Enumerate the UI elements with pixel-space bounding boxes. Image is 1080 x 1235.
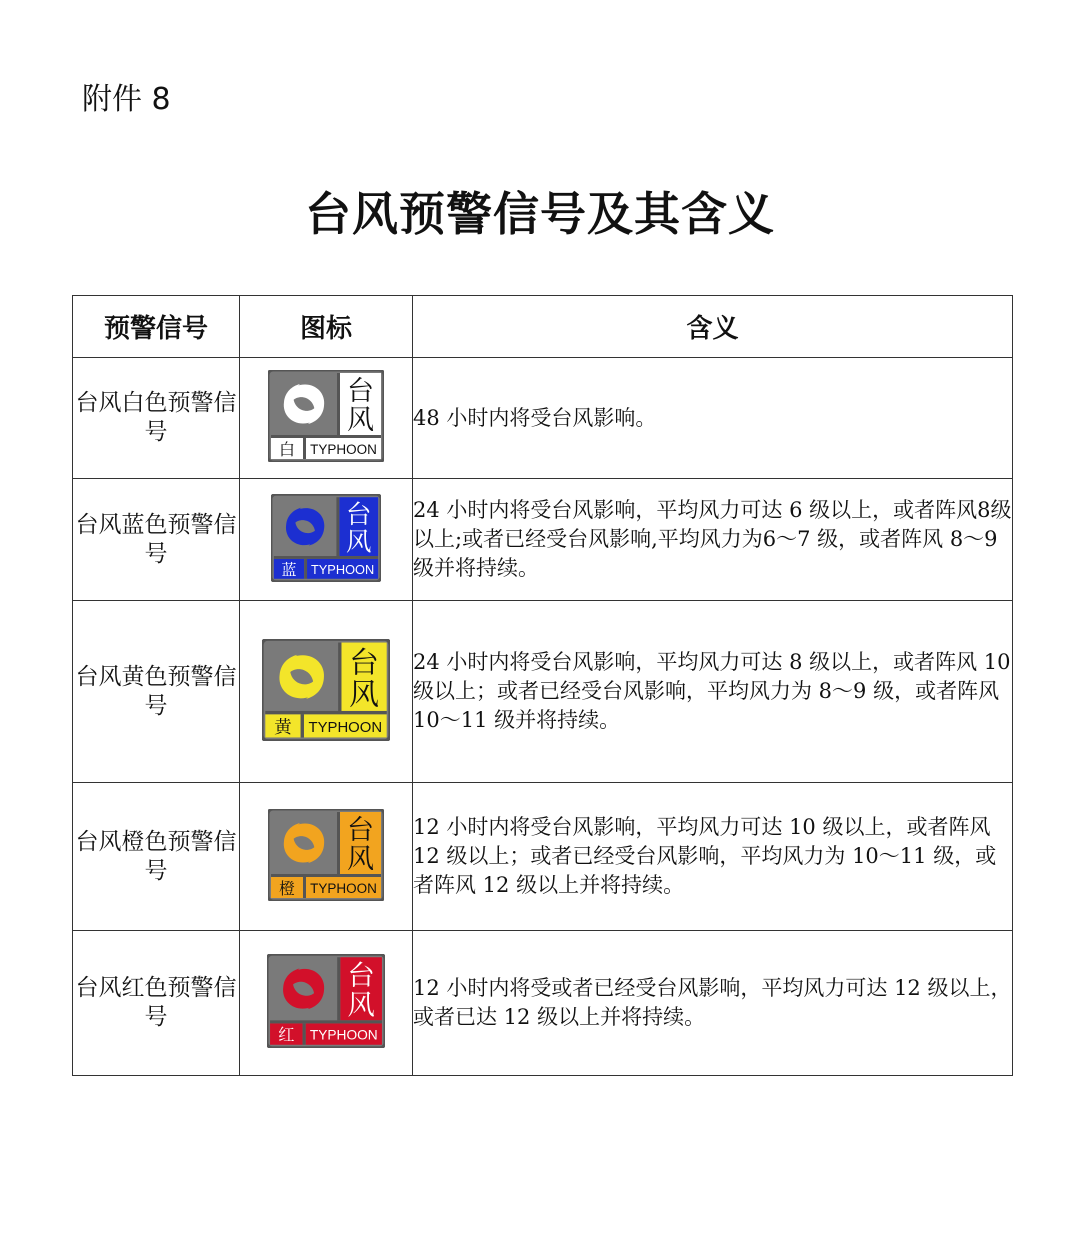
typhoon-swirl-icon [284,823,324,863]
header-icon: 图标 [240,296,413,358]
warning-signal-table [72,295,1013,1076]
typhoon-swirl-icon [284,384,324,424]
signal-icon-cell [240,358,413,479]
signal-meaning: 24 小时内将受台风影响，平均风力可达 8 级以上，或者阵风 10 级以上；或者已经受台风影响，平均风力为 8～9 级，或者阵风 10～11 级并将持续。 [413,601,1013,783]
icon-char-bottom: 风 [347,843,374,875]
table-row [73,358,1013,479]
attachment-label: 附件 8 [82,82,171,117]
icon-char-top: 台 [347,376,374,407]
typhoon-swirl-icon [283,968,324,1009]
signal-name: 台风红色预警信号 [73,931,240,1076]
header-signal: 预警信号 [73,296,240,358]
table-row [73,601,1013,783]
table-header-row [73,296,1013,358]
table-row [73,479,1013,601]
icon-english-label: TYPHOON [310,561,375,577]
typhoon-swirl-icon [286,507,324,545]
icon-char-bottom: 风 [347,990,375,1022]
icon-english-label: TYPHOON [309,1027,378,1043]
icon-char-top: 台 [345,499,372,530]
signal-meaning: 12 小时内将受或者已经受台风影响，平均风力可达 12 级以上，或者已达 12 级以上并将持续。 [413,931,1013,1076]
icon-level-char: 白 [278,440,296,459]
typhoon-signal-icon [262,639,390,741]
icon-char-top: 台 [347,814,374,846]
signal-name: 台风橙色预警信号 [73,783,240,931]
signal-icon-cell [240,601,413,783]
typhoon-signal-icon [271,494,381,582]
signal-meaning: 24 小时内将受台风影响，平均风力可达 6 级以上，或者阵风8级以上;或者已经受台风影响,平均风力为6～7 级，或者阵风 8～9 级并将持续。 [413,479,1013,601]
table-row [73,783,1013,931]
icon-english-label: TYPHOON [310,880,377,896]
table-row [73,931,1013,1076]
signal-icon-cell [240,783,413,931]
typhoon-signal-icon [268,370,384,462]
icon-level-char: 蓝 [281,560,297,579]
signal-meaning: 48 小时内将受台风影响。 [413,358,1013,479]
icon-level-char: 红 [278,1025,295,1045]
typhoon-signal-icon [267,954,385,1048]
signal-name: 台风白色预警信号 [73,358,240,479]
icon-char-bottom: 风 [345,526,372,557]
icon-english-label: TYPHOON [310,442,377,457]
icon-english-label: TYPHOON [308,719,383,736]
signal-meaning: 12 小时内将受台风影响，平均风力可达 10 级以上，或者阵风 12 级以上；或者已经受台风影响，平均风力为 10～11 级，或者阵风 12 级以上并将持续。 [413,783,1013,931]
signal-icon-cell [240,479,413,601]
signal-icon-cell [240,931,413,1076]
signal-name: 台风黄色预警信号 [73,601,240,783]
header-meaning: 含义 [413,296,1013,358]
typhoon-swirl-icon [279,654,324,698]
icon-char-bottom: 风 [349,676,379,712]
icon-level-char: 黄 [274,717,292,738]
icon-level-char: 橙 [278,878,296,898]
page-title: 台风预警信号及其含义 [305,187,775,241]
icon-char-top: 台 [349,644,379,680]
typhoon-signal-icon [268,809,384,901]
signal-name: 台风蓝色预警信号 [73,479,240,601]
icon-char-top: 台 [347,960,375,992]
icon-char-bottom: 风 [347,405,374,436]
